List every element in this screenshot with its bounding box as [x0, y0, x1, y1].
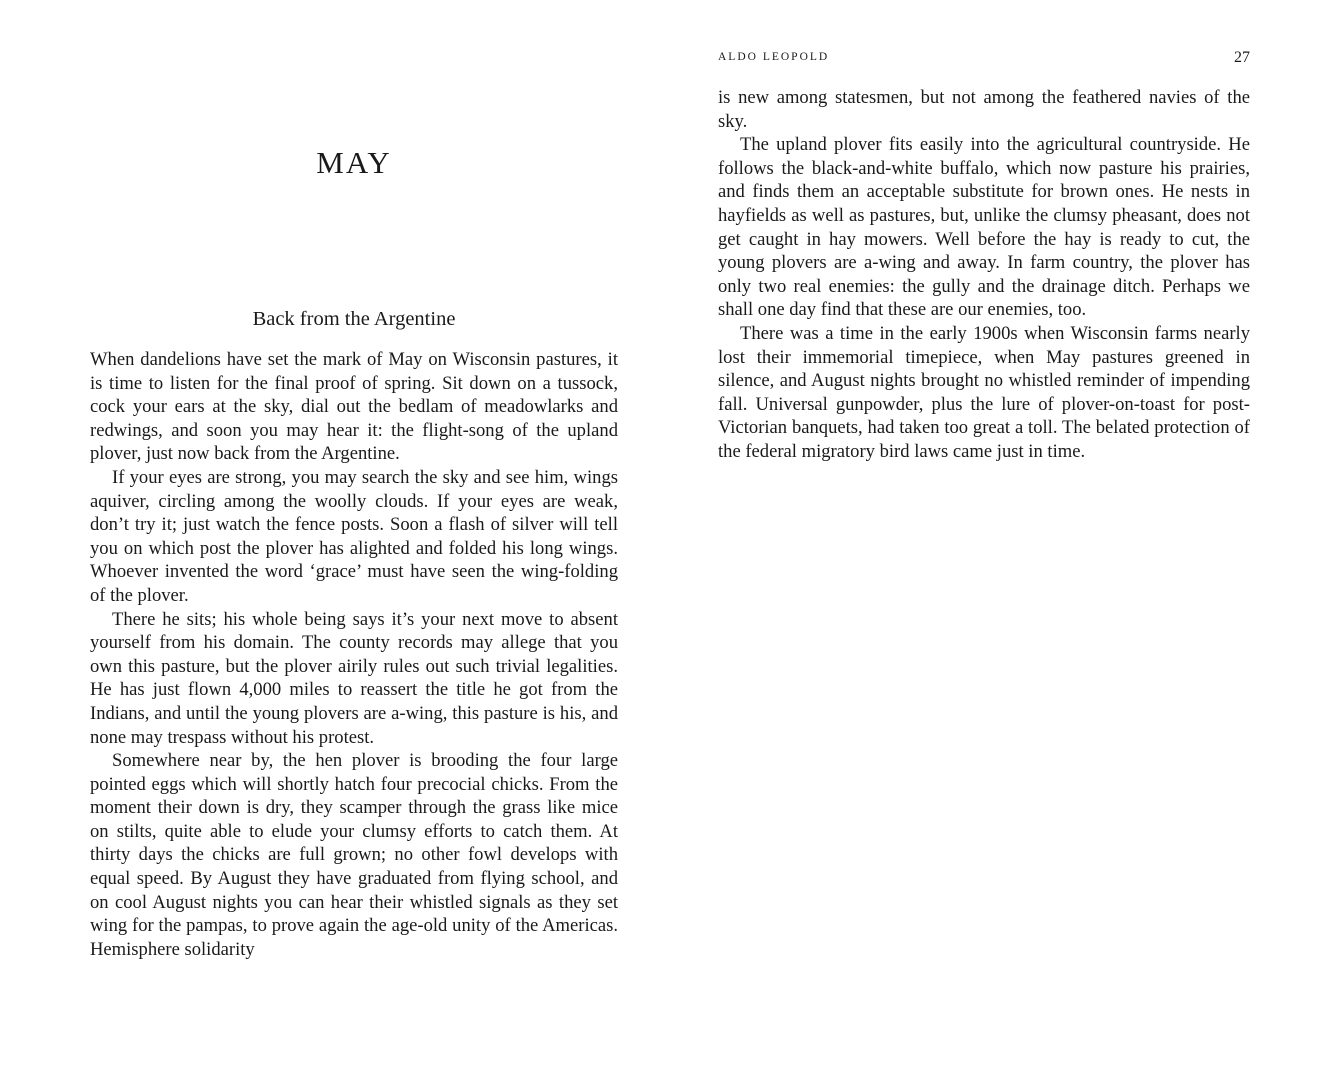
right-body-text: [718, 86, 1250, 464]
left-body-text: [90, 348, 618, 961]
paragraph: There was a time in the early 1900s when Wisconsin farms nearly lost their immemorial timepiece, when May pastures greened in silence, and August nights brought no whistled reminder of impending fall. Universal gunpowder, plus the lure of plover-on-toast for post-Victorian banquets, had taken too great a toll. The belated protection of the federal migratory bird laws came just in time.: [718, 322, 1250, 462]
section-title: Back from the Argentine: [252, 308, 456, 330]
paragraph: There he sits; his whole being says it’s your next move to absent yourself from his domain. The county records may allege that you own this pasture, but the plover airily rules out such trivial legalities. He has just flown 4,000 miles to reassert the title he got from the Indians, and until the young plovers are a-wing, this pasture is his, and none may trespass without his protest.: [90, 608, 618, 748]
paragraph: Somewhere near by, the hen plover is brooding the four large pointed eggs which will shortly hatch four precocial chicks. From the moment their down is dry, they scamper through the grass like mice on stilts, quite able to elude your clumsy efforts to catch them. At thirty days the chicks are full grown; no other fowl develops with equal speed. By August they have graduated from flying school, and on cool August nights you can hear their whistled signals as they set wing for the pampas, to prove again the age-old unity of the Americas. Hemisphere solidarity: [90, 750, 618, 960]
paragraph: The upland plover fits easily into the agricultural countryside. He follows the black-and-white buffalo, which now pasture his prairies, and finds them an acceptable substitute for brown ones. He nests in hayfields as well as pastures, but, unlike the clumsy pheasant, does not get caught in hay mowers. Well before the hay is ready to cut, the young plovers are a-wing and away. In farm country, the plover has only two real enemies: the gully and the drainage ditch. Perhaps we shall one day find that these are our enemies, too.: [718, 134, 1250, 321]
paragraph: When dandelions have set the mark of May on Wisconsin pastures, it is time to listen for the final proof of spring. Sit down on a tussock, cock your ears at the sky, dial out the bedlam of meadowlarks and redwings, and soon you may hear it: the flight-song of the upland plover, just now back from the Argentine.: [90, 349, 618, 465]
page-number: 27: [1234, 49, 1250, 66]
paragraph: is new among statesmen, but not among the feathered navies of the sky.: [718, 87, 1250, 132]
chapter-title: MAY: [316, 145, 392, 180]
running-head: ALDO LEOPOLD: [718, 51, 830, 63]
paragraph: If your eyes are strong, you may search the sky and see him, wings aquiver, circling among the woolly clouds. If your eyes are weak, don’t try it; just watch the fence posts. Soon a flash of silver will tell you on which post the plover has alighted and folded his long wings. Whoever invented the word ‘grace’ must have seen the wing-folding of the plover.: [90, 466, 618, 606]
